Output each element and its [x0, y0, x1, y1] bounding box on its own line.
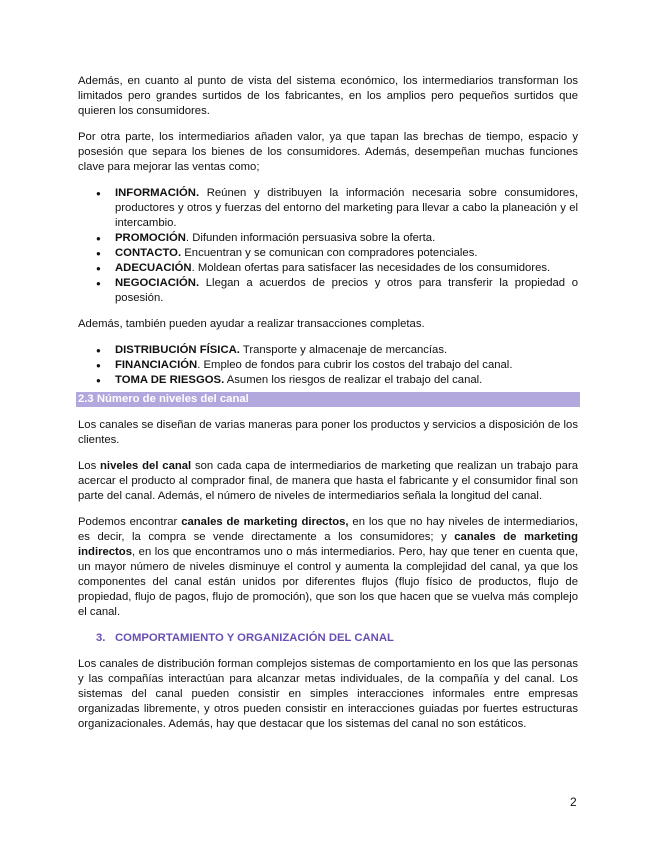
page-body	[78, 74, 578, 732]
page-number: 2	[570, 795, 577, 809]
intro-paragraph-1: Además, en cuanto al punto de vista del sistema económico, los intermediarios transforman los limitados pero grandes surtidos de los fabricantes, en los amplios pero pequeños surtidos que quieren los consumidores.	[78, 75, 578, 117]
list-item: ● FINANCIACIÓN. Empleo de fondos para cubrir los costos del trabajo del canal.	[78, 358, 578, 373]
section-3-paragraph-1: Los canales de distribución forman complejos sistemas de comportamiento en los que las personas y las compañías interactúan para alcanzar metas individuales, de la compañía y del canal. Los sistemas del canal pueden consistir en simples interacciones informales entre empresas organizadas libremente, y otros pueden consistir en interacciones guiadas por fuertes estructuras organizacionales. Además, hay que destacar que los sistemas del canal no son estáticos.	[78, 658, 578, 730]
section-heading-3	[78, 631, 578, 646]
list-item: ● CONTACTO. Encuentran y se comunican con compradores potenciales.	[78, 246, 578, 261]
intro-paragraph-2: Por otra parte, los intermediarios añaden valor, ya que tapan las brechas de tiempo, espacio y posesión que separa los bienes de los consumidores. Además, desempeñan muchas funciones clave para mejorar las ventas como;	[78, 131, 578, 173]
section-heading-2-3: 2.3 Número de niveles del canal	[76, 392, 580, 407]
list-item: ● TOMA DE RIESGOS. Asumen los riesgos de realizar el trabajo del canal.	[78, 373, 578, 388]
section-2-3-paragraph-2: Los niveles del canal son cada capa de intermediarios de marketing que realizan un trabajo para acercar el producto al comprador final, de manera que hasta el fabricante y el consumidor final son parte del canal. Además, el número de niveles de intermediarios señala la longitud del canal.	[78, 460, 578, 502]
list-item: ● ADECUACIÓN. Moldean ofertas para satisfacer las necesidades de los consumidores.	[78, 261, 578, 276]
list-item: ● NEGOCIACIÓN. Llegan a acuerdos de precios y otros para transferir la propiedad o posesión.	[78, 276, 578, 306]
list-item: ● PROMOCIÓN. Difunden información persuasiva sobre la oferta.	[78, 231, 578, 246]
list-item: ● INFORMACIÓN. Reúnen y distribuyen la información necesaria sobre consumidores, productores y otros y fuerzas del entorno del marketing para llevar a cabo la planeación y el intercambio.	[78, 186, 578, 231]
transactions-intro: Además, también pueden ayudar a realizar transacciones completas.	[78, 318, 425, 330]
functions-list	[78, 186, 578, 306]
list-item: ● DISTRIBUCIÓN FÍSICA. Transporte y almacenaje de mercancías.	[78, 343, 578, 358]
section-title: COMPORTAMIENTO Y ORGANIZACIÓN DEL CANAL	[115, 632, 394, 644]
section-2-3-paragraph-3: Podemos encontrar canales de marketing directos, en los que no hay niveles de intermediarios, es decir, la compra se vende directamente a los consumidores; y canales de marketing indirectos, en los que encontramos uno o más intermediarios. Pero, hay que tener en cuenta que, un mayor número de niveles disminuye el control y aumenta la complejidad del canal, ya que los componentes del canal están unidos por diferentes flujos (flujo físico de productos, flujo de propiedad, flujo de pagos, flujo de promoción), que son los que hacen que se vuelva más complejo el canal.	[78, 516, 578, 618]
section-number: 3.	[96, 632, 106, 644]
section-2-3-paragraph-1: Los canales se diseñan de varias maneras para poner los productos y servicios a disposición de los clientes.	[78, 419, 578, 446]
transactions-list	[78, 343, 578, 388]
